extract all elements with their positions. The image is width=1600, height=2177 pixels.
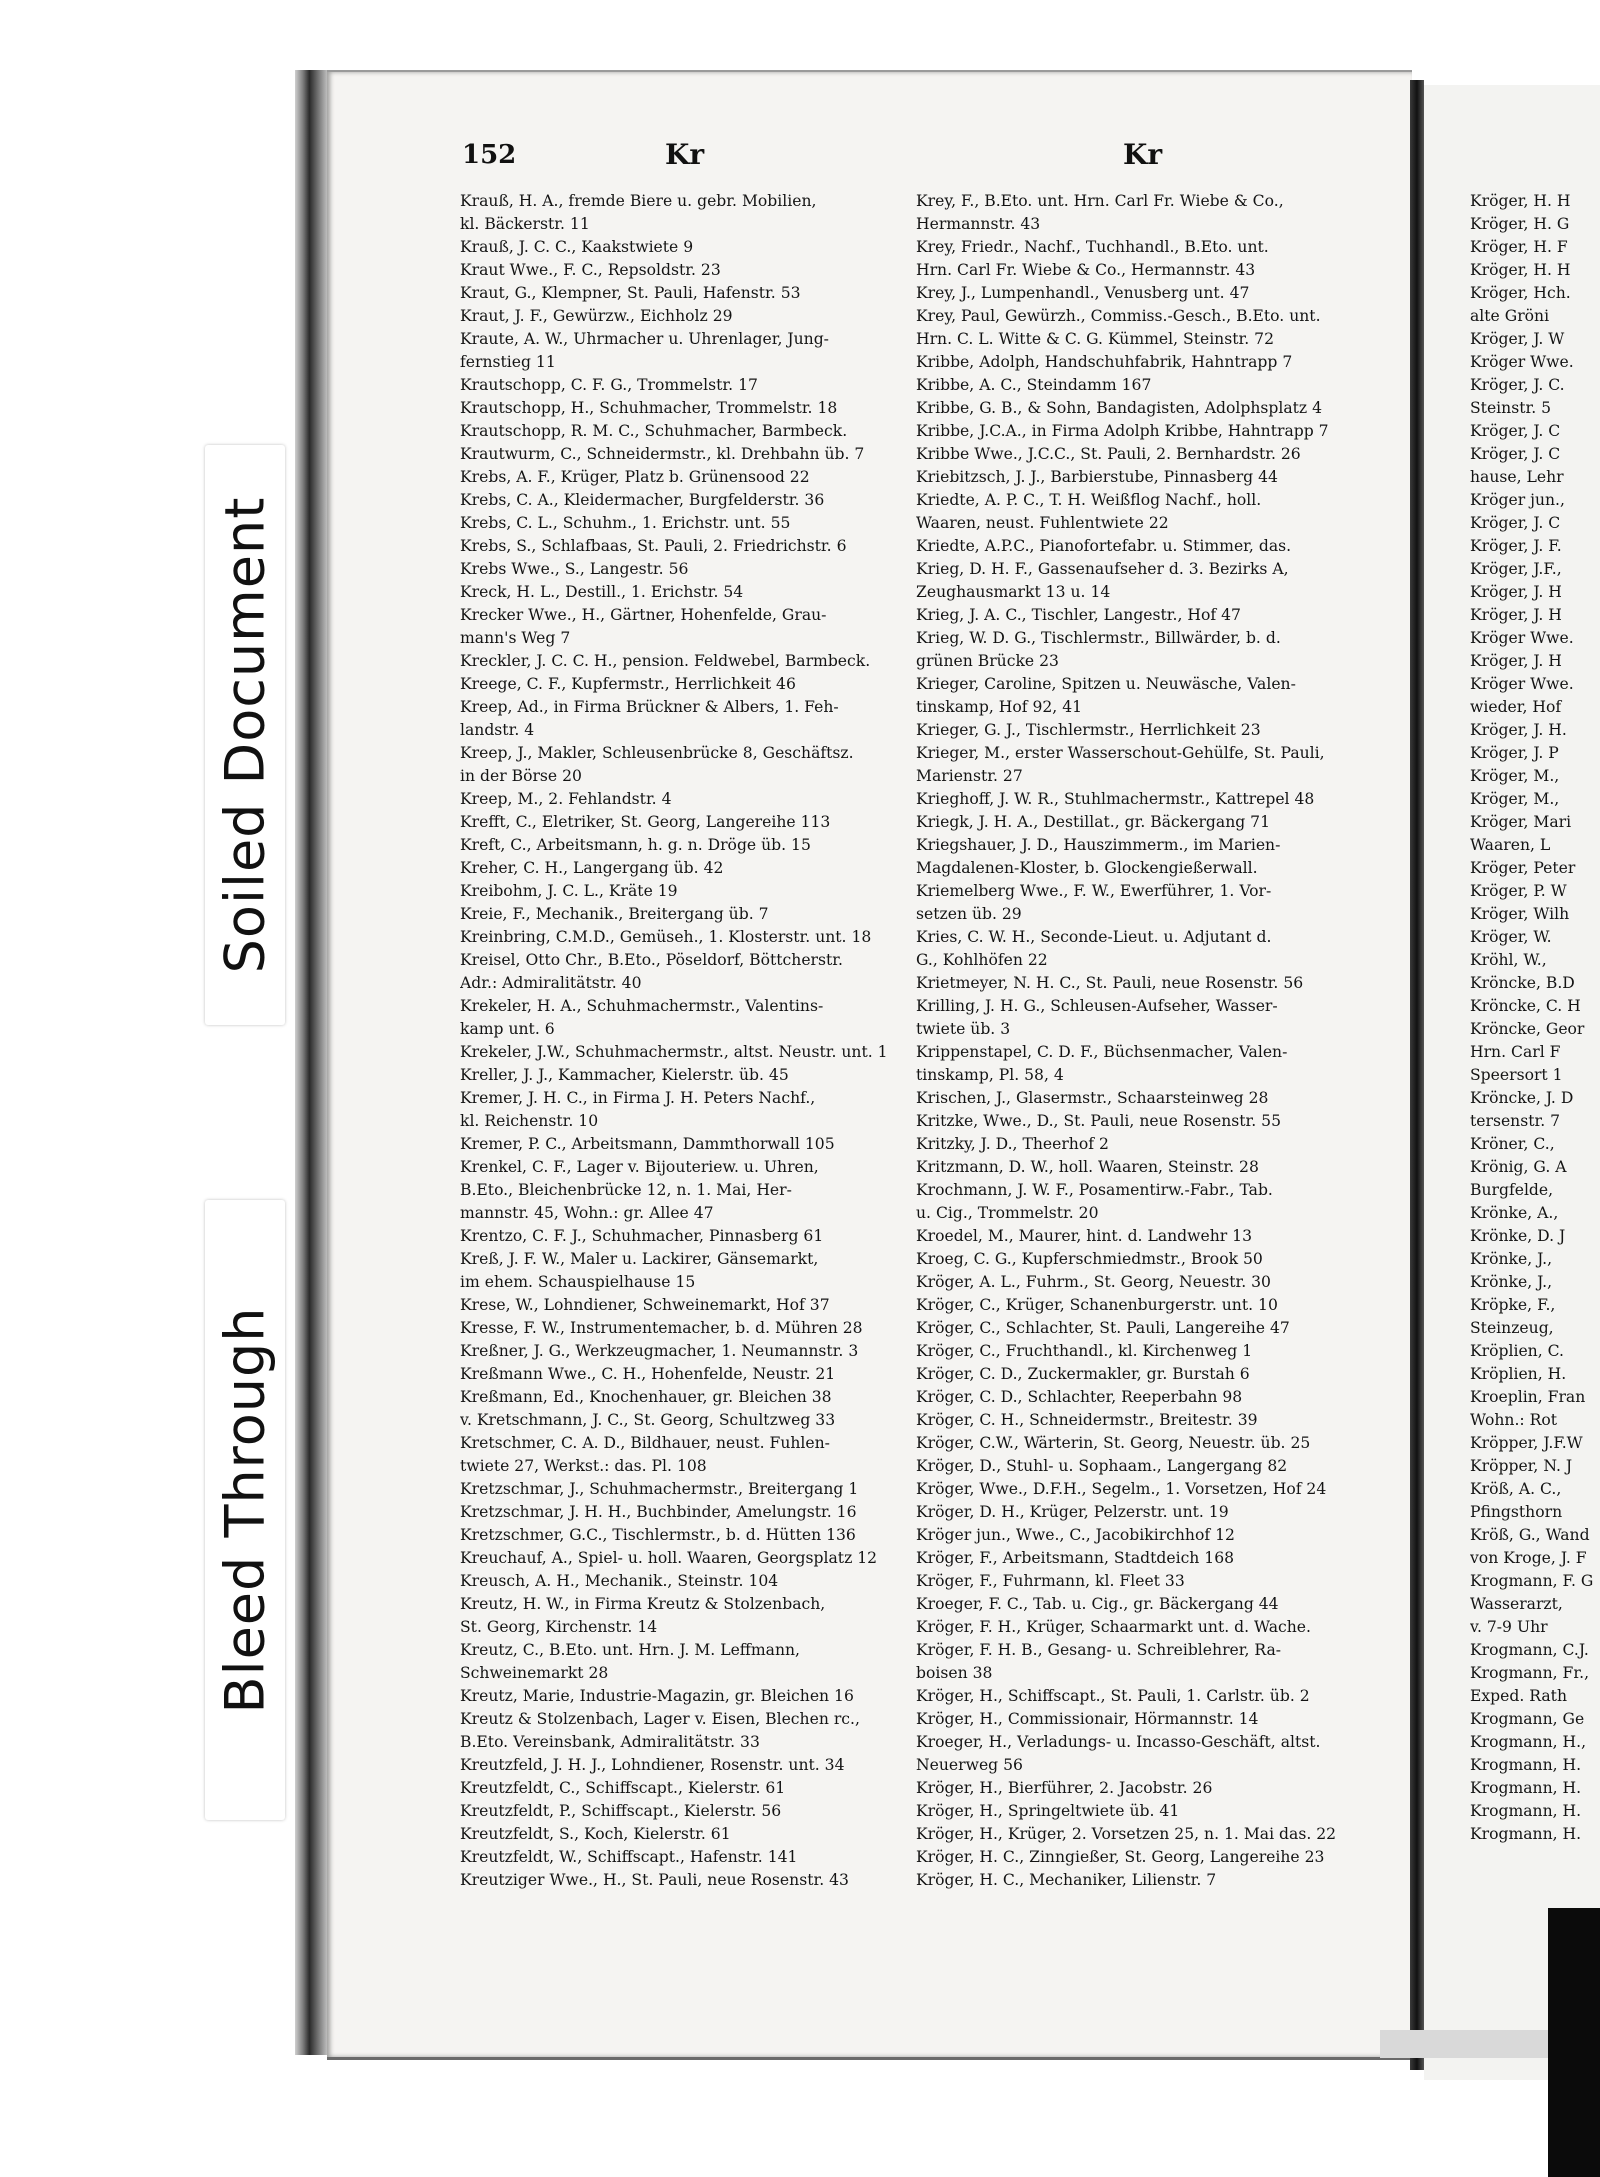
directory-entry-line: Kröger, M., [1470,767,1560,785]
directory-entry-line: Kröhl, W., [1470,951,1547,969]
directory-entry-line: Pfingsthorn [1470,1503,1563,1521]
directory-entry-line: Kröger, H., Krüger, 2. Vorsetzen 25, n. 1. Mai das. 22 [916,1825,1337,1843]
directory-entry-line: Kröger, C. D., Zuckermakler, gr. Burstah 6 [916,1365,1250,1383]
directory-entry-line: Kraute, A. W., Uhrmacher u. Uhrenlager, Jung- [460,330,829,348]
directory-entry-line: Kriegshauer, J. D., Hauszimmerm., im Marien- [916,836,1281,854]
directory-entry-line: von Kroge, J. F [1470,1549,1587,1567]
directory-entry-line: Krieger, Caroline, Spitzen u. Neuwäsche, Valen- [916,675,1296,693]
directory-entry-line: Kröger, J. C [1470,514,1561,532]
directory-entry-line: Kroeger, F. C., Tab. u. Cig., gr. Bäckergang 44 [916,1595,1279,1613]
soiled-document-label [205,445,285,1025]
directory-entry-line: Kröger Wwe. [1470,675,1574,693]
directory-entry-line: Kribbe, Adolph, Handschuhfabrik, Hahntrapp 7 [916,353,1293,371]
directory-entry-line: Hrn. Carl F [1470,1043,1561,1061]
bleed-through-label [205,1200,285,1820]
directory-entry-line: Krebs Wwe., S., Langestr. 56 [460,560,689,578]
directory-entry-line: Krogmann, F. G [1470,1572,1594,1590]
directory-entry-line: Steinstr. 5 [1470,399,1552,417]
directory-entry-line: Krippenstapel, C. D. F., Büchsenmacher, Valen- [916,1043,1288,1061]
directory-entry-line: tinskamp, Pl. 58, 4 [916,1066,1064,1084]
directory-entry-line: Kriemelberg Wwe., F. W., Ewerführer, 1. Vor- [916,882,1272,900]
directory-entry-line: G., Kohlhöfen 22 [916,951,1048,969]
directory-entry-line: Krogmann, H. [1470,1802,1582,1820]
directory-entry-line: tinskamp, Hof 92, 41 [916,698,1083,716]
directory-entry-line: im ehem. Schauspielhause 15 [460,1273,696,1291]
directory-entry-line: Krieghoff, J. W. R., Stuhlmachermstr., Kattrepel 48 [916,790,1315,808]
directory-entry-line: Kritzky, J. D., Theerhof 2 [916,1135,1109,1153]
directory-entry-line: Kröger, H., Bierführer, 2. Jacobstr. 26 [916,1779,1213,1797]
directory-entry-line: Kriedte, A.P.C., Pianofortefabr. u. Stimmer, das. [916,537,1292,555]
directory-entry-line: Krietmeyer, N. H. C., St. Pauli, neue Rosenstr. 56 [916,974,1304,992]
directory-entry-line: Kröger, J. W [1470,330,1565,348]
directory-entry-line: Krautschopp, R. M. C., Schuhmacher, Barmbeck. [460,422,848,440]
directory-entry-line: Krautschopp, C. F. G., Trommelstr. 17 [460,376,758,394]
directory-entry-line: Krentzo, C. F. J., Schuhmacher, Pinnasberg 61 [460,1227,824,1245]
directory-entry-line: Kreuchauf, A., Spiel- u. holl. Waaren, Georgsplatz 12 [460,1549,878,1567]
directory-entry-line: Krauß, J. C. C., Kaakstwiete 9 [460,238,694,256]
directory-entry-line: Krieg, D. H. F., Gassenaufseher d. 3. Bezirks A, [916,560,1289,578]
directory-entry-line: Kröger, J. F. [1470,537,1562,555]
directory-entry-line: Krey, Paul, Gewürzh., Commiss.-Gesch., B.Eto. unt. [916,307,1321,325]
directory-entry-line: Kresse, F. W., Instrumentemacher, b. d. Mühren 28 [460,1319,863,1337]
directory-entry-line: Kröger, D. H., Krüger, Pelzerstr. unt. 19 [916,1503,1229,1521]
directory-entry-line: twiete 27, Werkst.: das. Pl. 108 [460,1457,707,1475]
directory-entry-line: Krey, Friedr., Nachf., Tuchhandl., B.Eto. unt. [916,238,1269,256]
directory-entry-line: Krogmann, H., [1470,1733,1587,1751]
directory-entry-line: Kretzschmar, J., Schuhmachermstr., Breitergang 1 [460,1480,859,1498]
directory-entry-line: Kröger, C., Fruchthandl., kl. Kirchenweg 1 [916,1342,1253,1360]
directory-entry-line: Kröger, J. C. [1470,376,1565,394]
directory-entry-line: B.Eto. Vereinsbank, Admiralitätstr. 33 [460,1733,760,1751]
directory-entry-line: Kriedte, A. P. C., T. H. Weißflog Nachf., holl. [916,491,1262,509]
directory-entry-line: Krogmann, C.J. [1470,1641,1589,1659]
directory-entry-line: Krönke, J., [1470,1273,1553,1291]
scan-edge [1380,2030,1548,2058]
directory-entry-line: Kries, C. W. H., Seconde-Lieut. u. Adjutant d. [916,928,1272,946]
directory-entry-line: Burgfelde, [1470,1181,1554,1199]
directory-entry-line: Kröpper, N. J [1470,1457,1573,1475]
directory-entry-line: Kröger, J. C [1470,422,1561,440]
directory-entry-line: fernstieg 11 [460,353,556,371]
directory-entry-line: Kröger, P. W [1470,882,1567,900]
directory-entry-line: mannstr. 45, Wohn.: gr. Allee 47 [460,1204,714,1222]
directory-entry-line: Krebs, S., Schlafbaas, St. Pauli, 2. Friedrichstr. 6 [460,537,847,555]
directory-entry-line: landstr. 4 [460,721,535,739]
directory-entry-line: Kreft, C., Arbeitsmann, h. g. n. Dröge üb. 15 [460,836,811,854]
directory-entry-line: Kröger, D., Stuhl- u. Sophaam., Langergang 82 [916,1457,1288,1475]
directory-entry-line: Kreß, J. F. W., Maler u. Lackirer, Gänsemarkt, [460,1250,819,1268]
directory-entry-line: Kribbe Wwe., J.C.C., St. Pauli, 2. Bernhardstr. 26 [916,445,1301,463]
directory-entry-line: Krieger, G. J., Tischlermstr., Herrlichkeit 23 [916,721,1261,739]
directory-entry-line: Magdalenen-Kloster, b. Glockengießerwall. [916,859,1258,877]
directory-entry-line: Kreibohm, J. C. L., Kräte 19 [460,882,678,900]
directory-entry-line: Kröger, Peter [1470,859,1576,877]
bleed-through-text: Bleed Through [213,1306,277,1714]
directory-entry-line: Kreisel, Otto Chr., B.Eto., Pöseldorf, Böttcherstr. [460,951,843,969]
directory-entry-line: Kriebitzsch, J. J., Barbierstube, Pinnasberg 44 [916,468,1278,486]
directory-entry-line: Kröger, F. H., Krüger, Schaarmarkt unt. d. Wache. [916,1618,1311,1636]
directory-entry-line: Kröner, C., [1470,1135,1555,1153]
scan-border-bar [1548,1908,1600,2177]
page-gutter [1410,80,1424,2070]
directory-entry-line: Waaren, L [1470,836,1551,854]
directory-entry-line: Krischen, J., Glasermstr., Schaarsteinweg 28 [916,1089,1269,1107]
directory-entry-line: Kröger, H. H [1470,192,1571,210]
directory-entry-line: Kröger, Hch. [1470,284,1571,302]
directory-entry-line: Zeughausmarkt 13 u. 14 [916,583,1111,601]
directory-entry-line: Kröncke, J. D [1470,1089,1574,1107]
directory-entry-line: Krönke, J., [1470,1250,1553,1268]
directory-column-next-page [1470,190,1600,1846]
directory-entry-line: Kröger, C., Schlachter, St. Pauli, Langereihe 47 [916,1319,1290,1337]
directory-entry-line: Kröger, Wilh [1470,905,1570,923]
directory-entry-line: Kröger, J. H [1470,583,1562,601]
directory-entry-line: Kröger, F., Arbeitsmann, Stadtdeich 168 [916,1549,1235,1567]
directory-entry-line: Kreller, J. J., Kammacher, Kielerstr. üb. 45 [460,1066,789,1084]
directory-entry-line: Krebs, A. F., Krüger, Platz b. Grünensood 22 [460,468,810,486]
directory-entry-line: v. Kretschmann, J. C., St. Georg, Schultzweg 33 [460,1411,836,1429]
directory-entry-line: Kröger, A. L., Fuhrm., St. Georg, Neuestr. 30 [916,1273,1271,1291]
directory-entry-line: v. 7-9 Uhr [1470,1618,1548,1636]
directory-entry-line: Kreutzfeldt, S., Koch, Kielerstr. 61 [460,1825,731,1843]
directory-entry-line: Kroeger, H., Verladungs- u. Incasso-Geschäft, altst. [916,1733,1321,1751]
directory-entry-line: Krefft, C., Eletriker, St. Georg, Langereihe 113 [460,813,831,831]
directory-entry-line: Kröger, J. P [1470,744,1559,762]
directory-entry-line: Kröger, C., Krüger, Schanenburgerstr. unt. 10 [916,1296,1278,1314]
directory-entry-line: hause, Lehr [1470,468,1564,486]
directory-entry-line: Kritzmann, D. W., holl. Waaren, Steinstr. 28 [916,1158,1259,1176]
directory-entry-line: Kroeplin, Fran [1470,1388,1586,1406]
directory-entry-line: Adr.: Admiralitätstr. 40 [460,974,642,992]
directory-entry-line: Hrn. C. L. Witte & C. G. Kümmel, Steinstr. 72 [916,330,1274,348]
directory-entry-line: Kröplien, C. [1470,1342,1564,1360]
directory-entry-line: Kreßmann, Ed., Knochenhauer, gr. Bleichen 38 [460,1388,832,1406]
directory-entry-line: Krogmann, H. [1470,1756,1582,1774]
directory-entry-line: Krönig, G. A [1470,1158,1567,1176]
directory-entry-line: Kröger, H., Springeltwiete üb. 41 [916,1802,1180,1820]
directory-entry-line: Krochmann, J. W. F., Posamentirw.-Fabr., Tab. [916,1181,1273,1199]
directory-entry-line: Hermannstr. 43 [916,215,1041,233]
directory-entry-line: Kröpke, F., [1470,1296,1556,1314]
directory-entry-line: Krieg, W. D. G., Tischlermstr., Billwärder, b. d. [916,629,1281,647]
directory-entry-line: Kröger, W. [1470,928,1552,946]
running-header-right: Kr [1123,138,1163,171]
directory-entry-line: Kröger, H. C., Mechaniker, Lilienstr. 7 [916,1871,1217,1889]
directory-entry-line: Kröger Wwe. [1470,629,1574,647]
directory-entry-line: Kreege, C. F., Kupfermstr., Herrlichkeit 46 [460,675,796,693]
directory-entry-line: Kreckler, J. C. C. H., pension. Feldwebel, Barmbeck. [460,652,871,670]
directory-entry-line: Kreinbring, C.M.D., Gemüseh., 1. Klosterstr. unt. 18 [460,928,872,946]
directory-entry-line: Exped. Rath [1470,1687,1567,1705]
directory-entry-line: Krenkel, C. F., Lager v. Bijouteriew. u. Uhren, [460,1158,819,1176]
directory-entry-line: Kreutzfeld, J. H. J., Lohndiener, Rosenstr. unt. 34 [460,1756,845,1774]
directory-entry-line: Waaren, neust. Fuhlentwiete 22 [916,514,1169,532]
directory-entry-line: Kretzschmar, J. H. H., Buchbinder, Amelungstr. 16 [460,1503,857,1521]
directory-entry-line: Krogmann, H. [1470,1825,1582,1843]
directory-entry-line: Kröger, H., Commissionair, Hörmannstr. 14 [916,1710,1259,1728]
directory-entry-line: Kröger, J. C [1470,445,1561,463]
directory-entry-line: Kröger, H. H [1470,261,1571,279]
directory-entry-line: Kröger, H. C., Zinngießer, St. Georg, Langereihe 23 [916,1848,1325,1866]
directory-entry-line: Kröger, H., Schiffscapt., St. Pauli, 1. Carlstr. üb. 2 [916,1687,1310,1705]
directory-entry-line: Krogmann, Ge [1470,1710,1585,1728]
directory-entry-line: tersenstr. 7 [1470,1112,1561,1130]
directory-column-right [916,190,1368,1892]
directory-entry-line: Krebs, C. A., Kleidermacher, Burgfelderstr. 36 [460,491,825,509]
directory-entry-line: Krieg, J. A. C., Tischler, Langestr., Hof 47 [916,606,1241,624]
running-header-left: Kr [665,138,705,171]
directory-entry-line: Kreutz & Stolzenbach, Lager v. Eisen, Blechen rc., [460,1710,860,1728]
directory-entry-line: Kreutz, Marie, Industrie-Magazin, gr. Bleichen 16 [460,1687,854,1705]
page-number: 152 [462,140,517,170]
directory-entry-line: Kröger jun., Wwe., C., Jacobikirchhof 12 [916,1526,1235,1544]
directory-entry-line: Kreutzfeldt, C., Schiffscapt., Kielerstr. 61 [460,1779,786,1797]
directory-entry-line: Krey, J., Lumpenhandl., Venusberg unt. 47 [916,284,1250,302]
directory-entry-line: Kröger, J. H [1470,652,1562,670]
directory-entry-line: Kröger, C. H., Schneidermstr., Breitestr. 39 [916,1411,1258,1429]
directory-entry-line: Kremer, J. H. C., in Firma J. H. Peters Nachf., [460,1089,816,1107]
directory-entry-line: Kröger, J.F., [1470,560,1562,578]
directory-entry-line: Kröger, Wwe., D.F.H., Segelm., 1. Vorsetzen, Hof 24 [916,1480,1327,1498]
directory-entry-line: Kröncke, C. H [1470,997,1581,1015]
directory-entry-line: Kretschmer, C. A. D., Bildhauer, neust. Fuhlen- [460,1434,830,1452]
directory-entry-line: Kreusch, A. H., Mechanik., Steinstr. 104 [460,1572,779,1590]
directory-entry-line: Kröger, F., Fuhrmann, kl. Fleet 33 [916,1572,1185,1590]
directory-entry-line: Krönke, A., [1470,1204,1559,1222]
directory-entry-line: Hrn. Carl Fr. Wiebe & Co., Hermannstr. 43 [916,261,1256,279]
directory-entry-line: Kröger, H. G [1470,215,1570,233]
directory-entry-line: Kreßner, J. G., Werkzeugmacher, 1. Neumannstr. 3 [460,1342,859,1360]
directory-entry-line: mann's Weg 7 [460,629,571,647]
directory-entry-line: setzen üb. 29 [916,905,1022,923]
directory-entry-line: Kröger Wwe. [1470,353,1574,371]
directory-entry-line: Kretzschmer, G.C., Tischlermstr., b. d. Hütten 136 [460,1526,856,1544]
directory-entry-line: wieder, Hof [1470,698,1562,716]
directory-entry-line: Krebs, C. L., Schuhm., 1. Erichstr. unt. 55 [460,514,791,532]
directory-entry-line: Kröger, J. H [1470,606,1562,624]
directory-entry-line: Kribbe, G. B., & Sohn, Bandagisten, Adolphsplatz 4 [916,399,1323,417]
directory-entry-line: Kröger, M., [1470,790,1560,808]
directory-entry-line: Kroedel, M., Maurer, hint. d. Landwehr 13 [916,1227,1253,1245]
directory-entry-line: Kröncke, B.D [1470,974,1575,992]
directory-entry-line: Kraut, G., Klempner, St. Pauli, Hafenstr. 53 [460,284,801,302]
directory-entry-line: Kreher, C. H., Langergang üb. 42 [460,859,724,877]
directory-entry-line: Krautwurm, C., Schneidermstr., kl. Drehbahn üb. 7 [460,445,865,463]
directory-entry-line: Speersort 1 [1470,1066,1563,1084]
directory-entry-line: Kroeg, C. G., Kupferschmiedmstr., Brook 50 [916,1250,1263,1268]
directory-entry-line: Marienstr. 27 [916,767,1023,785]
directory-entry-line: Kreutziger Wwe., H., St. Pauli, neue Rosenstr. 43 [460,1871,849,1889]
directory-entry-line: Kröß, G., Wand [1470,1526,1590,1544]
directory-entry-line: Kremer, P. C., Arbeitsmann, Dammthorwall 105 [460,1135,835,1153]
directory-entry-line: Krey, F., B.Eto. unt. Hrn. Carl Fr. Wiebe & Co., [916,192,1284,210]
directory-entry-line: Kröß, A. C., [1470,1480,1562,1498]
directory-entry-line: Krekeler, H. A., Schuhmachermstr., Valentins- [460,997,824,1015]
directory-entry-line: Krieger, M., erster Wasserschout-Gehülfe, St. Pauli, [916,744,1325,762]
directory-entry-line: Kreck, H. L., Destill., 1. Erichstr. 54 [460,583,744,601]
directory-entry-line: Krogmann, H. [1470,1779,1582,1797]
directory-entry-line: Kriegk, J. H. A., Destillat., gr. Bäckergang 71 [916,813,1271,831]
directory-entry-line: u. Cig., Trommelstr. 20 [916,1204,1099,1222]
directory-entry-line: Neuerweg 56 [916,1756,1023,1774]
directory-entry-line: Kraut, J. F., Gewürzw., Eichholz 29 [460,307,733,325]
directory-entry-line: Kreep, J., Makler, Schleusenbrücke 8, Geschäftsz. [460,744,854,762]
directory-entry-line: Kröger, C. D., Schlachter, Reeperbahn 98 [916,1388,1243,1406]
directory-entry-line: Krauß, H. A., fremde Biere u. gebr. Mobilien, [460,192,817,210]
directory-entry-line: kl. Reichenstr. 10 [460,1112,599,1130]
directory-entry-line: Krogmann, Fr., [1470,1664,1590,1682]
directory-entry-line: Krilling, J. H. G., Schleusen-Aufseher, Wasser- [916,997,1278,1015]
directory-entry-line: Kreutz, H. W., in Firma Kreutz & Stolzenbach, [460,1595,826,1613]
directory-entry-line: Kröger, C.W., Wärterin, St. Georg, Neuestr. üb. 25 [916,1434,1311,1452]
directory-entry-line: Wohn.: Rot [1470,1411,1558,1429]
directory-entry-line: Kreutzfeldt, P., Schiffscapt., Kielerstr. 56 [460,1802,782,1820]
directory-entry-line: twiete üb. 3 [916,1020,1011,1038]
directory-entry-line: kl. Bäckerstr. 11 [460,215,590,233]
directory-column-left [460,190,912,1892]
directory-entry-line: Kreie, F., Mechanik., Breitergang üb. 7 [460,905,769,923]
directory-entry-line: Kröger jun., [1470,491,1565,509]
directory-entry-line: Krönke, D. J [1470,1227,1566,1245]
directory-entry-line: Kröger, Mari [1470,813,1572,831]
directory-entry-line: Kreep, Ad., in Firma Brückner & Albers, 1. Feh- [460,698,839,716]
directory-entry-line: B.Eto., Bleichenbrücke 12, n. 1. Mai, Her- [460,1181,792,1199]
directory-entry-line: Kröpper, J.F.W [1470,1434,1583,1452]
directory-entry-line: Kröncke, Geor [1470,1020,1585,1038]
directory-entry-line: Steinzeug, [1470,1319,1554,1337]
directory-entry-line: St. Georg, Kirchenstr. 14 [460,1618,658,1636]
directory-entry-line: Kröplien, H. [1470,1365,1567,1383]
directory-entry-line: Kraut Wwe., F. C., Repsoldstr. 23 [460,261,721,279]
directory-entry-line: Krautschopp, H., Schuhmacher, Trommelstr. 18 [460,399,838,417]
directory-entry-line: in der Börse 20 [460,767,582,785]
directory-entry-line: Kribbe, J.C.A., in Firma Adolph Kribbe, Hahntrapp 7 [916,422,1329,440]
directory-entry-line: Krese, W., Lohndiener, Schweinemarkt, Hof 37 [460,1296,830,1314]
directory-entry-line: Kreutzfeldt, W., Schiffscapt., Hafenstr. 141 [460,1848,798,1866]
directory-entry-line: Kröger, F. H. B., Gesang- u. Schreiblehrer, Ra- [916,1641,1282,1659]
book-spine [295,70,327,2055]
directory-entry-line: grünen Brücke 23 [916,652,1059,670]
soiled-document-text: Soiled Document [213,496,277,974]
directory-entry-line: Kröger, J. H. [1470,721,1567,739]
directory-entry-line: Kritzke, Wwe., D., St. Pauli, neue Rosenstr. 55 [916,1112,1282,1130]
directory-entry-line: Kreep, M., 2. Fehlandstr. 4 [460,790,672,808]
directory-entry-line: alte Gröni [1470,307,1550,325]
directory-entry-line: Schweinemarkt 28 [460,1664,609,1682]
directory-entry-line: boisen 38 [916,1664,993,1682]
directory-entry-line: kamp unt. 6 [460,1020,555,1038]
directory-entry-line: Krekeler, J.W., Schuhmachermstr., altst. Neustr. unt. 1 [460,1043,888,1061]
directory-entry-line: Krecker Wwe., H., Gärtner, Hohenfelde, Grau- [460,606,827,624]
directory-entry-line: Kröger, H. F [1470,238,1568,256]
directory-entry-line: Wasserarzt, [1470,1595,1563,1613]
directory-entry-line: Kreßmann Wwe., C. H., Hohenfelde, Neustr. 21 [460,1365,836,1383]
directory-entry-line: Kribbe, A. C., Steindamm 167 [916,376,1152,394]
directory-entry-line: Kreutz, C., B.Eto. unt. Hrn. J. M. Leffmann, [460,1641,801,1659]
